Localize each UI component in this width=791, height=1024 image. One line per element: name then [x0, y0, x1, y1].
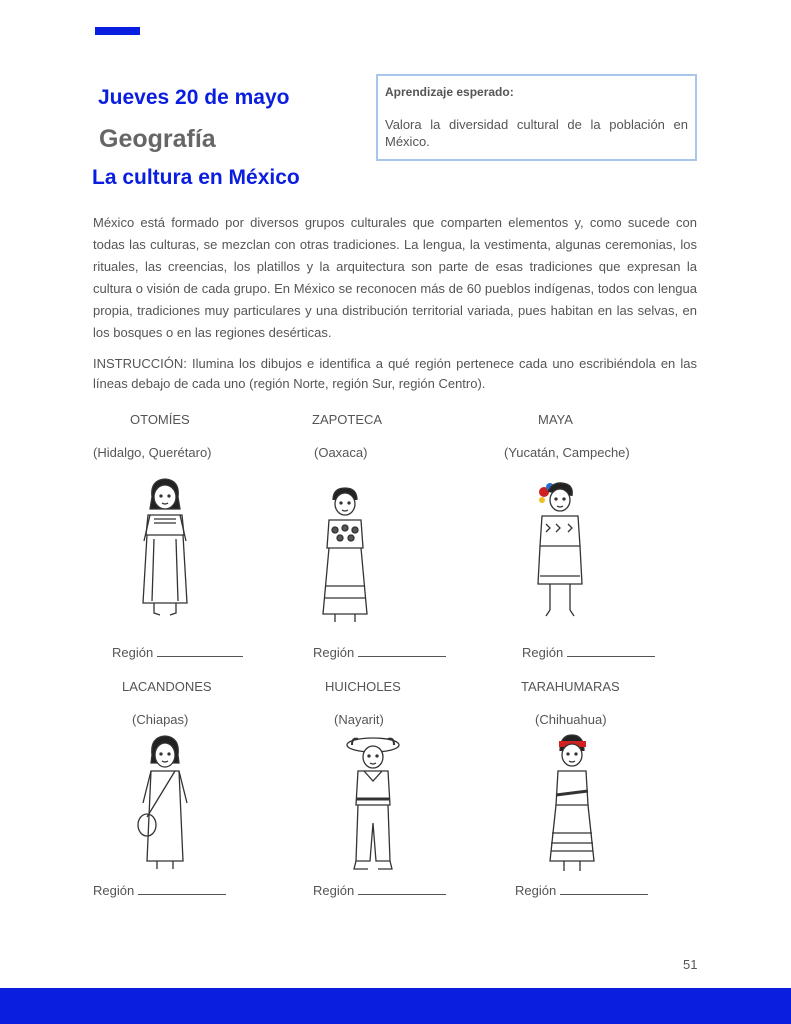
region-label: Región	[313, 645, 355, 660]
lacandon-figure-illustration	[133, 733, 195, 873]
region-answer-lacandones[interactable]	[93, 883, 226, 898]
group-name-zapoteca: ZAPOTECA	[312, 412, 383, 427]
expected-learning-box	[376, 74, 697, 161]
group-states-otomies: (Hidalgo, Querétaro)	[93, 445, 212, 460]
maya-figure-illustration	[528, 480, 588, 625]
top-accent-bar	[95, 27, 140, 35]
group-states-tarahumaras: (Chihuahua)	[535, 712, 607, 727]
group-states-zapoteca: (Oaxaca)	[314, 445, 368, 460]
region-label: Región	[112, 645, 154, 660]
region-answer-line[interactable]	[157, 646, 243, 657]
region-answer-line[interactable]	[560, 884, 648, 895]
topic-heading: La cultura en México	[92, 166, 300, 189]
group-states-maya: (Yucatán, Campeche)	[504, 445, 630, 460]
region-answer-line[interactable]	[567, 646, 655, 657]
group-name-maya: MAYA	[538, 412, 573, 427]
region-answer-maya[interactable]	[522, 645, 655, 660]
region-label: Región	[515, 883, 557, 898]
region-answer-tarahumaras[interactable]	[515, 883, 648, 898]
group-states-huicholes: (Nayarit)	[334, 712, 384, 727]
zapoteca-figure-illustration	[315, 486, 375, 626]
tarahumara-figure-illustration	[542, 733, 602, 878]
region-answer-line[interactable]	[358, 884, 446, 895]
page-number: 51	[683, 957, 698, 972]
region-label: Región	[93, 883, 135, 898]
group-name-otomies: OTOMÍES	[130, 412, 190, 427]
date-heading: Jueves 20 de mayo	[98, 86, 290, 109]
group-name-lacandones: LACANDONES	[122, 679, 212, 694]
expected-learning-title: Aprendizaje esperado:	[385, 85, 514, 99]
expected-learning-text: Valora la diversidad cultural de la población en México.	[385, 117, 688, 149]
group-name-huicholes: HUICHOLES	[325, 679, 401, 694]
region-answer-line[interactable]	[138, 884, 226, 895]
region-label: Región	[313, 883, 355, 898]
subject-heading: Geografía	[99, 125, 216, 153]
region-answer-otomies[interactable]	[112, 645, 243, 660]
instruction-paragraph: INSTRUCCIÓN: Ilumina los dibujos e identifica a qué región pertenece cada uno escribiéndola en las líneas debajo de cada uno (región Norte, región Sur, región Centro).	[93, 356, 697, 391]
otomi-figure-illustration	[130, 475, 200, 625]
region-answer-zapoteca[interactable]	[313, 645, 446, 660]
huichol-figure-illustration	[340, 733, 406, 878]
group-states-lacandones: (Chiapas)	[132, 712, 189, 727]
group-name-tarahumaras: TARAHUMARAS	[521, 679, 620, 694]
region-answer-huicholes[interactable]	[313, 883, 446, 898]
intro-paragraph: México está formado por diversos grupos culturales que comparten elementos y, como sucede con todas las culturas, se mezclan con otras tradiciones. La lengua, la vestimenta, algunas ceremonias, los rituales, las creencias, los platillos y la arquitectura son parte de esas tradiciones que expresan la cultura o visión de cada grupo. En México se reconocen más de 60 pueblos indígenas, todos con lengua propia, tradiciones muy particulares y una distribución territorial variada, pues habitan en las selvas, en los bosques o en las regiones desérticas.	[93, 215, 697, 340]
bottom-accent-bar	[0, 988, 791, 1024]
region-label: Región	[522, 645, 564, 660]
region-answer-line[interactable]	[358, 646, 446, 657]
